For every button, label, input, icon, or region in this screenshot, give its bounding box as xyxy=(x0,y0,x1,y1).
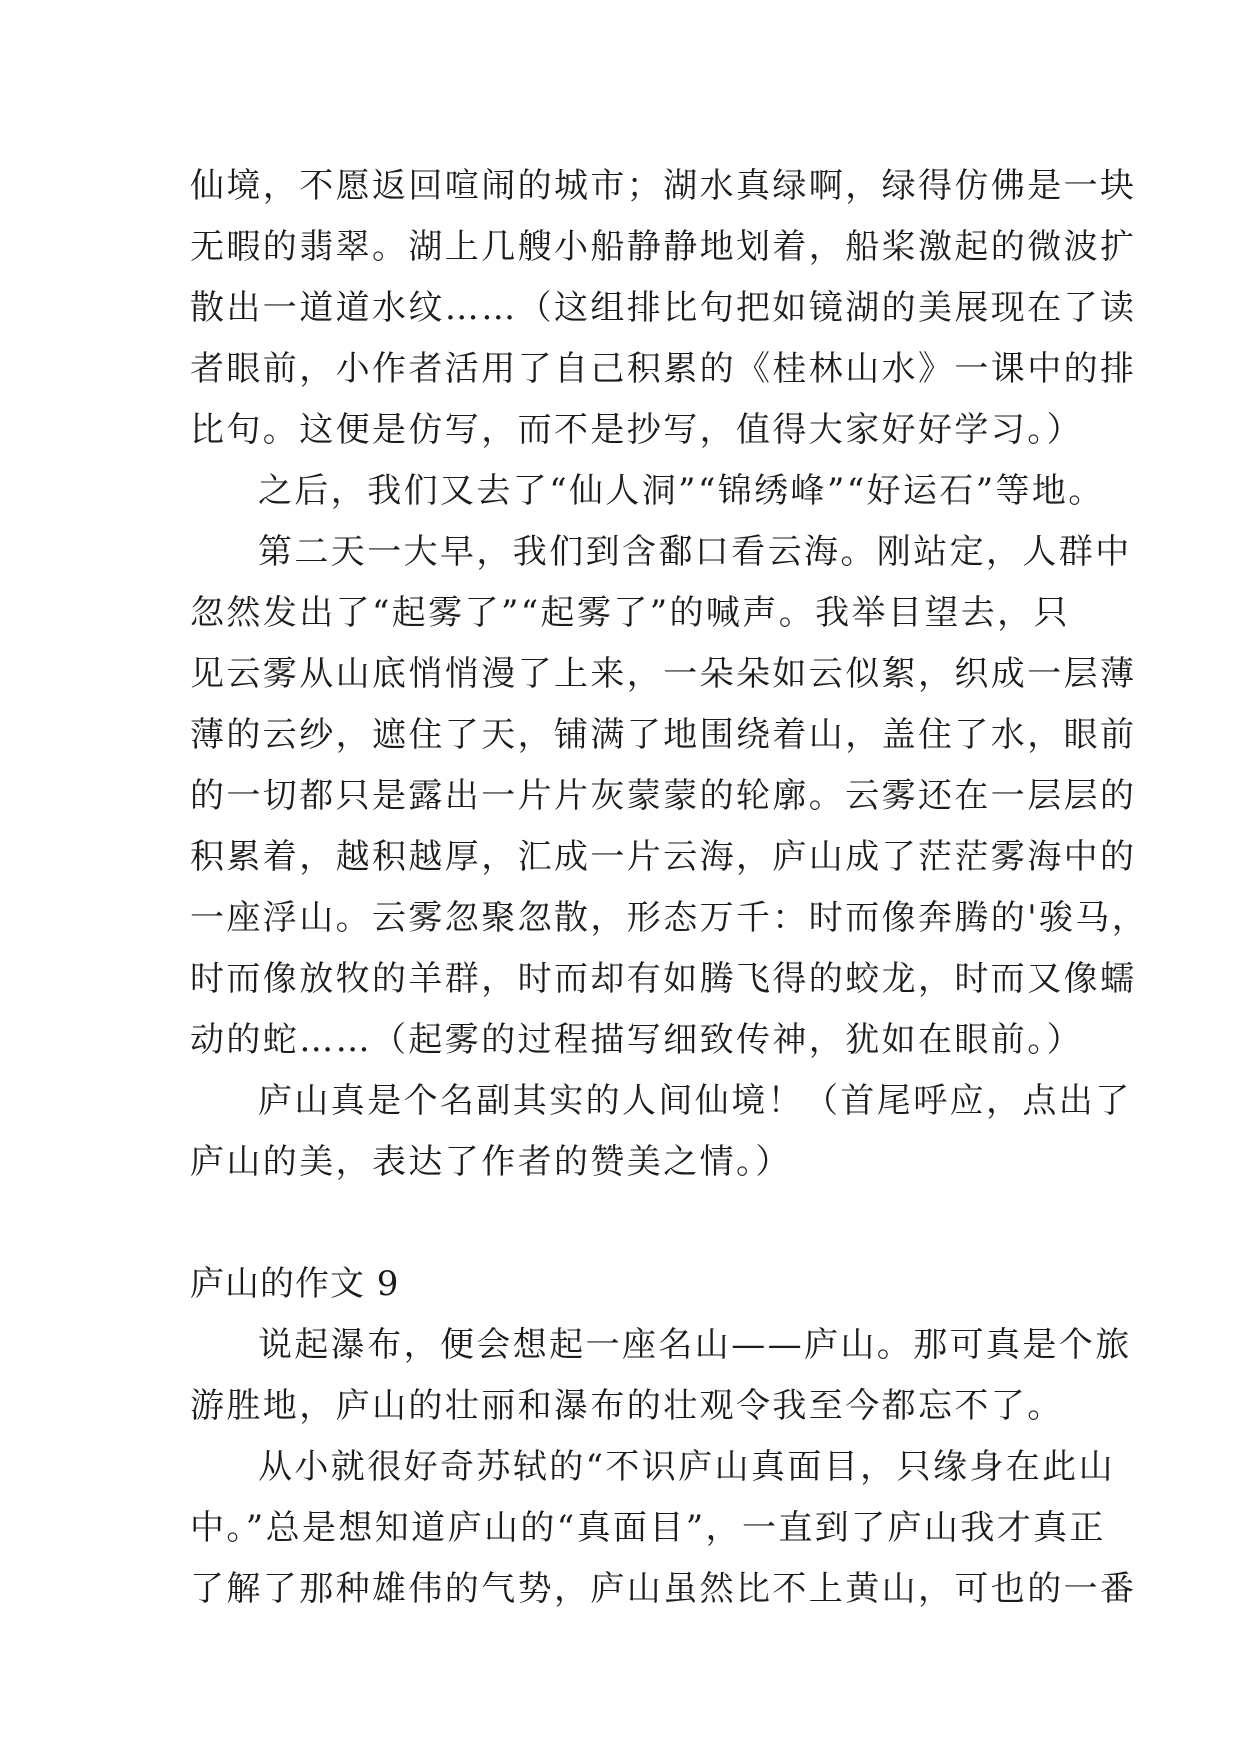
section-gap xyxy=(190,1193,1070,1254)
text-line: 积累着，越积越厚，汇成一片云海，庐山成了茫茫雾海中的 xyxy=(190,837,1137,877)
text-line: 者眼前，小作者活用了自己积累的《桂林山水》一课中的排 xyxy=(190,349,1137,389)
text-line: 见云雾从山底悄悄漫了上来，一朵朵如云似絮，织成一层薄 xyxy=(190,654,1137,694)
text-line: 散出一道道水纹……（这组排比句把如镜湖的美展现在了读 xyxy=(190,288,1137,328)
paragraph-start-line: 第二天一大早，我们到含鄱口看云海。刚站定，人群中 xyxy=(258,532,1132,572)
text-line: 的一切都只是露出一片片灰蒙蒙的轮廓。云雾还在一层层的 xyxy=(190,776,1137,816)
text-line: 忽然发出了“起雾了”“起雾了”的喊声。我举目望去，只 xyxy=(190,593,1070,633)
text-line: 一座浮山。云雾忽聚忽散，形态万千：时而像奔腾的'骏马， xyxy=(190,898,1149,938)
text-line: 庐山的美，表达了作者的赞美之情。） xyxy=(190,1142,792,1182)
text-line: 中。”总是想知道庐山的“真面目”，一直到了庐山我才真正 xyxy=(190,1508,1106,1548)
text-line: 游胜地，庐山的壮丽和瀑布的壮观令我至今都忘不了。 xyxy=(190,1386,1064,1426)
text-line: 薄的云纱，遮住了天，铺满了地围绕着山，盖住了水，眼前 xyxy=(190,715,1137,755)
text-line: 时而像放牧的羊群，时而却有如腾飞得的蛟龙，时而又像蠕 xyxy=(190,959,1137,999)
text-line: 仙境，不愿返回喧闹的城市；湖水真绿啊，绿得仿佛是一块 xyxy=(190,166,1137,206)
paragraph-start-line: 庐山真是个名副其实的人间仙境！（首尾呼应，点出了 xyxy=(258,1081,1132,1121)
paragraph-start-line: 之后，我们又去了“仙人洞”“锦绣峰”“好运石”等地。 xyxy=(258,471,1105,511)
paragraph-start-line: 从小就很好奇苏轼的“不识庐山真面目，只缘身在此山 xyxy=(258,1447,1115,1487)
text-line: 了解了那种雄伟的气势，庐山虽然比不上黄山，可也的一番 xyxy=(190,1569,1137,1609)
text-line: 无暇的翡翠。湖上几艘小船静静地划着，船桨激起的微波扩 xyxy=(190,227,1137,267)
text-line: 比句。这便是仿写，而不是抄写，值得大家好好学习。） xyxy=(190,410,1083,450)
text-line: 动的蛇……（起雾的过程描写细致传神，犹如在眼前。） xyxy=(190,1020,1083,1060)
section-title: 庐山的作文 9 xyxy=(190,1264,400,1304)
paragraph-start-line: 说起瀑布，便会想起一座名山——庐山。那可真是个旅 xyxy=(258,1325,1132,1365)
document-body xyxy=(190,156,1149,1620)
